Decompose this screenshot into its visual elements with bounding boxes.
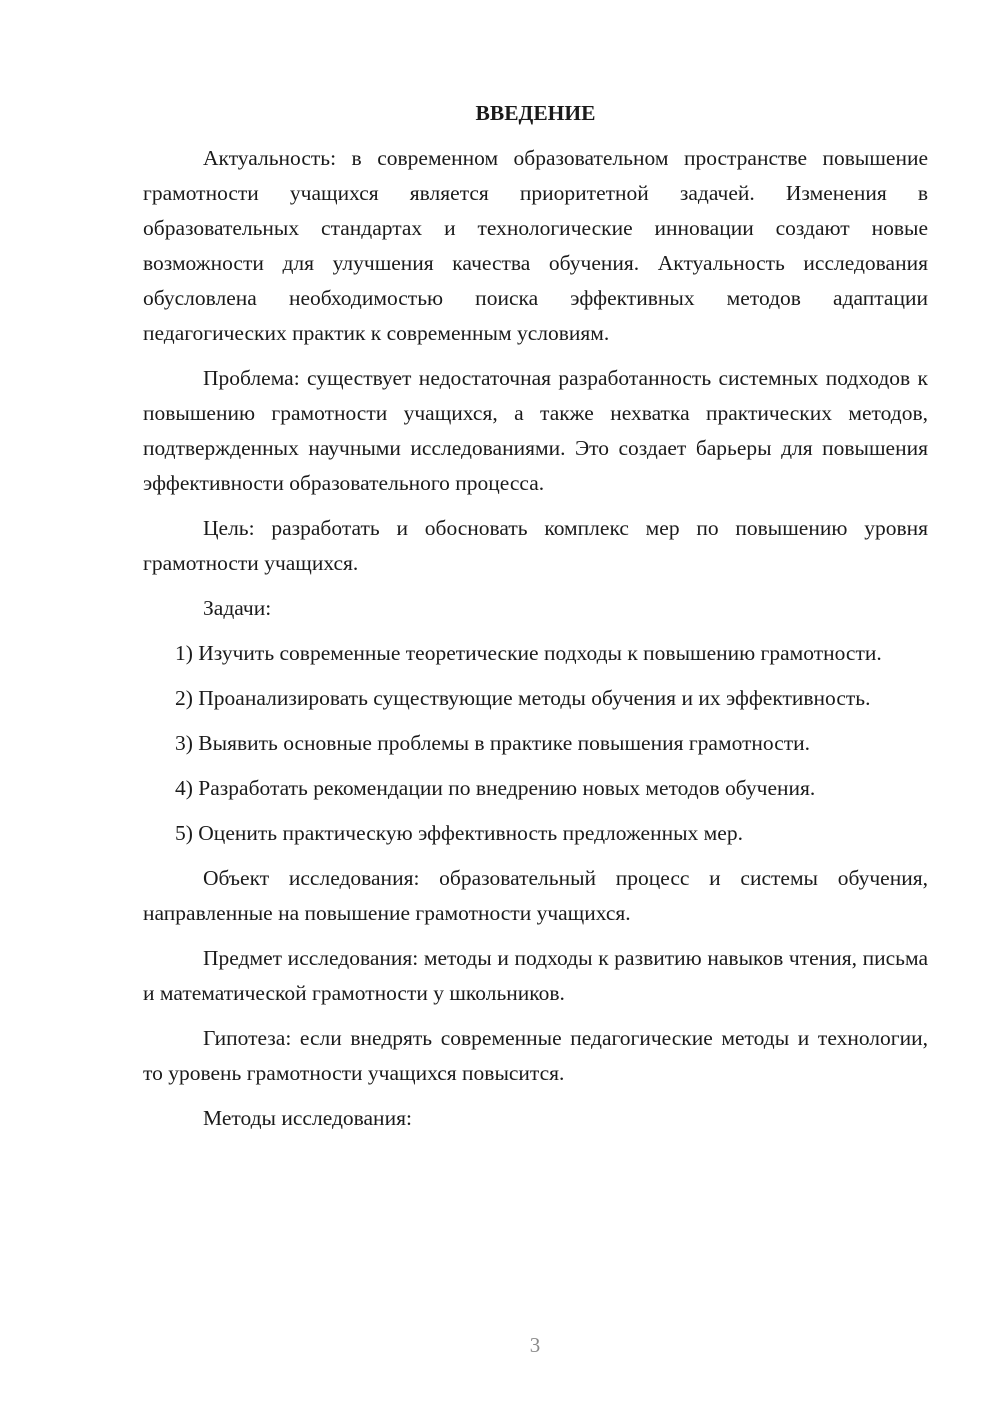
problem-paragraph: Проблема: существует недостаточная разработанность системных подходов к повышению грамотности учащихся, а также нехватка практических методов, подтвержденных научными исследованиями. Это создает барьеры для повышения эффективности образовательного процесса. (143, 366, 928, 495)
tasks-heading: Задачи: (203, 596, 272, 620)
subject-paragraph: Предмет исследования: методы и подходы к развитию навыков чтения, письма и математической грамотности у школьников. (143, 946, 928, 1005)
task-item: 3) Выявить основные проблемы в практике повышения грамотности. (175, 731, 811, 755)
page-content (143, 96, 928, 1146)
goal-paragraph: Цель: разработать и обосновать комплекс мер по повышению уровня грамотности учащихся. (143, 516, 928, 575)
task-item: 1) Изучить современные теоретические подходы к повышению грамотности. (175, 641, 882, 665)
task-item: 4) Разработать рекомендации по внедрению новых методов обучения. (175, 776, 816, 800)
task-item: 2) Проанализировать существующие методы обучения и их эффективность. (175, 686, 871, 710)
page-number: 3 (529, 1333, 541, 1357)
relevance-paragraph: Актуальность: в современном образовательном пространстве повышение грамотности учащихся является приоритетной задачей. Изменения в образовательных стандартах и технологические инновации создают новые возможности для улучшения качества обучения. Актуальность исследования обусловлена необходимостью поиска эффективных методов адаптации педагогических практик к современным условиям. (143, 146, 928, 345)
methods-heading: Методы исследования: (203, 1106, 412, 1130)
task-item: 5) Оценить практическую эффективность предложенных мер. (175, 821, 743, 845)
object-paragraph: Объект исследования: образовательный процесс и системы обучения, направленные на повышение грамотности учащихся. (143, 866, 928, 925)
hypothesis-paragraph: Гипотеза: если внедрять современные педагогические методы и технологии, то уровень грамотности учащихся повысится. (143, 1026, 928, 1085)
section-title: ВВЕДЕНИЕ (475, 101, 596, 125)
